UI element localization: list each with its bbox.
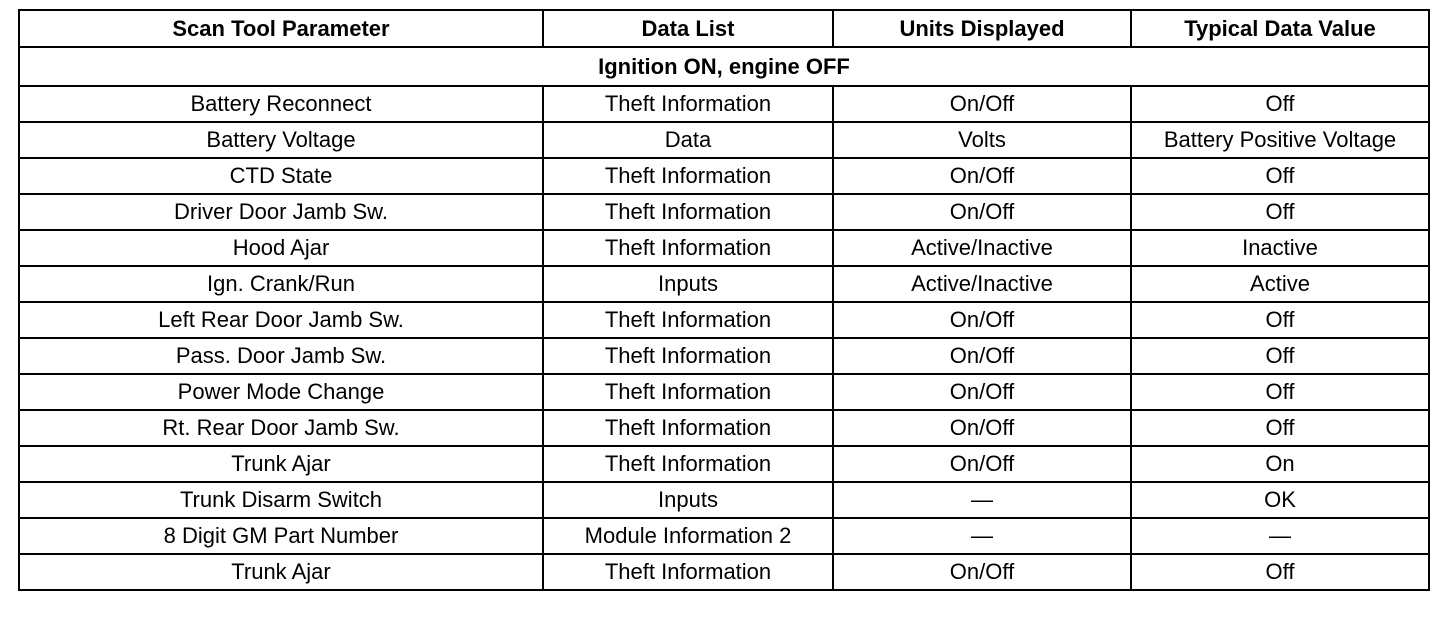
cell-units: Volts bbox=[833, 122, 1131, 158]
cell-units: On/Off bbox=[833, 446, 1131, 482]
cell-data-list: Theft Information bbox=[543, 446, 833, 482]
cell-typical-value: Off bbox=[1131, 410, 1429, 446]
section-row bbox=[19, 47, 1429, 86]
header-scan-tool-parameter: Scan Tool Parameter bbox=[19, 10, 543, 47]
cell-typical-value: Active bbox=[1131, 266, 1429, 302]
scan-tool-data-table bbox=[18, 9, 1430, 591]
cell-data-list: Theft Information bbox=[543, 86, 833, 122]
cell-typical-value: — bbox=[1131, 518, 1429, 554]
table-row bbox=[19, 86, 1429, 122]
cell-parameter: Battery Reconnect bbox=[19, 86, 543, 122]
cell-units: On/Off bbox=[833, 338, 1131, 374]
cell-parameter: Trunk Ajar bbox=[19, 446, 543, 482]
cell-units: On/Off bbox=[833, 158, 1131, 194]
cell-parameter: Left Rear Door Jamb Sw. bbox=[19, 302, 543, 338]
table-row bbox=[19, 266, 1429, 302]
cell-parameter: Power Mode Change bbox=[19, 374, 543, 410]
cell-typical-value: OK bbox=[1131, 482, 1429, 518]
cell-data-list: Data bbox=[543, 122, 833, 158]
table-row bbox=[19, 302, 1429, 338]
cell-parameter: Driver Door Jamb Sw. bbox=[19, 194, 543, 230]
cell-typical-value: On bbox=[1131, 446, 1429, 482]
cell-typical-value: Off bbox=[1131, 194, 1429, 230]
header-row bbox=[19, 10, 1429, 47]
table-row bbox=[19, 230, 1429, 266]
table-row bbox=[19, 338, 1429, 374]
cell-typical-value: Inactive bbox=[1131, 230, 1429, 266]
table-row bbox=[19, 518, 1429, 554]
header-data-list: Data List bbox=[543, 10, 833, 47]
cell-typical-value: Off bbox=[1131, 86, 1429, 122]
cell-parameter: Rt. Rear Door Jamb Sw. bbox=[19, 410, 543, 446]
table-row bbox=[19, 122, 1429, 158]
cell-data-list: Theft Information bbox=[543, 194, 833, 230]
table-row bbox=[19, 410, 1429, 446]
cell-data-list: Theft Information bbox=[543, 374, 833, 410]
cell-data-list: Theft Information bbox=[543, 230, 833, 266]
table-row bbox=[19, 194, 1429, 230]
cell-typical-value: Off bbox=[1131, 158, 1429, 194]
cell-typical-value: Battery Positive Voltage bbox=[1131, 122, 1429, 158]
table-row bbox=[19, 374, 1429, 410]
cell-units: Active/Inactive bbox=[833, 230, 1131, 266]
cell-units: On/Off bbox=[833, 86, 1131, 122]
cell-units: — bbox=[833, 482, 1131, 518]
section-label: Ignition ON, engine OFF bbox=[19, 47, 1429, 86]
cell-typical-value: Off bbox=[1131, 554, 1429, 590]
cell-parameter: CTD State bbox=[19, 158, 543, 194]
table-row bbox=[19, 482, 1429, 518]
cell-data-list: Theft Information bbox=[543, 554, 833, 590]
cell-units: — bbox=[833, 518, 1131, 554]
cell-data-list: Inputs bbox=[543, 482, 833, 518]
cell-units: On/Off bbox=[833, 410, 1131, 446]
cell-typical-value: Off bbox=[1131, 338, 1429, 374]
cell-parameter: Ign. Crank/Run bbox=[19, 266, 543, 302]
cell-units: Active/Inactive bbox=[833, 266, 1131, 302]
cell-data-list: Module Information 2 bbox=[543, 518, 833, 554]
table-row bbox=[19, 158, 1429, 194]
table-row bbox=[19, 446, 1429, 482]
cell-typical-value: Off bbox=[1131, 374, 1429, 410]
cell-typical-value: Off bbox=[1131, 302, 1429, 338]
cell-units: On/Off bbox=[833, 302, 1131, 338]
cell-units: On/Off bbox=[833, 374, 1131, 410]
cell-data-list: Inputs bbox=[543, 266, 833, 302]
cell-parameter: Hood Ajar bbox=[19, 230, 543, 266]
header-typical-data-value: Typical Data Value bbox=[1131, 10, 1429, 47]
cell-parameter: Pass. Door Jamb Sw. bbox=[19, 338, 543, 374]
table-body bbox=[19, 47, 1429, 590]
cell-parameter: Trunk Ajar bbox=[19, 554, 543, 590]
cell-units: On/Off bbox=[833, 554, 1131, 590]
cell-units: On/Off bbox=[833, 194, 1131, 230]
table-header bbox=[19, 10, 1429, 47]
header-units-displayed: Units Displayed bbox=[833, 10, 1131, 47]
cell-parameter: Battery Voltage bbox=[19, 122, 543, 158]
cell-data-list: Theft Information bbox=[543, 302, 833, 338]
cell-data-list: Theft Information bbox=[543, 158, 833, 194]
cell-parameter: 8 Digit GM Part Number bbox=[19, 518, 543, 554]
scan-tool-data-table-container bbox=[18, 9, 1428, 591]
table-row bbox=[19, 554, 1429, 590]
cell-data-list: Theft Information bbox=[543, 338, 833, 374]
cell-data-list: Theft Information bbox=[543, 410, 833, 446]
cell-parameter: Trunk Disarm Switch bbox=[19, 482, 543, 518]
